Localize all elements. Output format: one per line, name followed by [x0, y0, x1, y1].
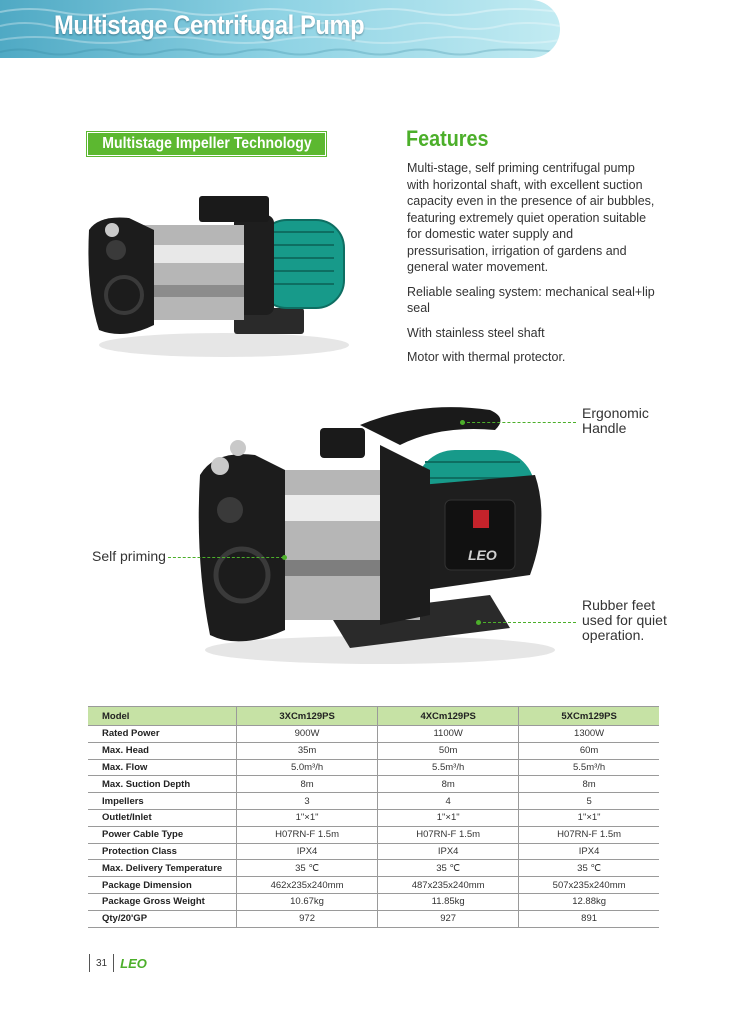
table-row: [88, 793, 659, 810]
table-cell: 1100W: [378, 726, 519, 743]
header-banner: [0, 0, 560, 58]
features-heading: Features: [406, 126, 489, 151]
feature-description: Multi-stage, self priming centrifugal pump with horizontal shaft, with excellent suction capacity even in the presence of air bubbles, featuring extremely quiet operation suitable for domestic water supply and pressurisation, irrigation of gardens and general water movement.: [407, 161, 655, 274]
callout-line-handle: [462, 422, 576, 423]
feature-thermal: Motor with thermal protector.: [407, 350, 566, 364]
pump-brand-logo: LEO: [468, 547, 497, 563]
table-cell: 10.67kg: [237, 893, 378, 910]
row-label: Package Dimension: [88, 877, 237, 894]
table-row: [88, 776, 659, 793]
table-cell: 12.88kg: [519, 893, 659, 910]
leo-logo: LEO: [120, 955, 147, 971]
table-cell: 507x235x240mm: [519, 877, 659, 894]
table-cell: 8m: [237, 776, 378, 793]
table-cell: 35 ℃: [519, 860, 659, 877]
table-row: [88, 742, 659, 759]
row-label: Max. Flow: [88, 759, 237, 776]
page-title: Multistage Centrifugal Pump: [54, 10, 365, 40]
row-label: Rated Power: [88, 726, 237, 743]
table-cell: H07RN-F 1.5m: [237, 826, 378, 843]
table-cell: 5.5m³/h: [378, 759, 519, 776]
table-cell: 35 ℃: [237, 860, 378, 877]
table-cell: 35 ℃: [378, 860, 519, 877]
footer-divider: [113, 954, 114, 972]
table-row: [88, 726, 659, 743]
callout-handle: Ergonomic Handle: [582, 405, 649, 436]
table-row: [88, 759, 659, 776]
table-cell: 8m: [378, 776, 519, 793]
table-cell: 5.0m³/h: [237, 759, 378, 776]
column-header-model: Model: [88, 707, 237, 726]
table-cell: 1300W: [519, 726, 659, 743]
row-label: Max. Head: [88, 742, 237, 759]
table-cell: 1"×1": [378, 809, 519, 826]
callout-line-feet: [478, 622, 576, 623]
table-cell: H07RN-F 1.5m: [519, 826, 659, 843]
specifications-table: [88, 706, 659, 928]
feature-shaft: With stainless steel shaft: [407, 325, 545, 340]
table-cell: H07RN-F 1.5m: [378, 826, 519, 843]
table-cell: 50m: [378, 742, 519, 759]
row-label: Outlet/Inlet: [88, 809, 237, 826]
features-list: [407, 160, 657, 374]
row-label: Impellers: [88, 793, 237, 810]
column-header: 5XCm129PS: [519, 707, 659, 726]
table-header-row: [88, 707, 659, 726]
feature-sealing: Reliable sealing system: mechanical seal+lip seal: [407, 284, 655, 315]
table-cell: 5: [519, 793, 659, 810]
table-cell: 462x235x240mm: [237, 877, 378, 894]
table-row: [88, 826, 659, 843]
page-footer: [89, 954, 147, 972]
table-cell: 5.5m³/h: [519, 759, 659, 776]
table-cell: 891: [519, 910, 659, 927]
table-cell: 3: [237, 793, 378, 810]
table-cell: 927: [378, 910, 519, 927]
row-label: Max. Suction Depth: [88, 776, 237, 793]
table-row: [88, 843, 659, 860]
table-cell: 60m: [519, 742, 659, 759]
column-header: 3XCm129PS: [237, 707, 378, 726]
technology-label: Multistage Impeller Technology: [87, 132, 326, 156]
table-row: [88, 893, 659, 910]
table-cell: 8m: [519, 776, 659, 793]
table-cell: 11.85kg: [378, 893, 519, 910]
table-row: [88, 877, 659, 894]
table-cell: 35m: [237, 742, 378, 759]
row-label: Power Cable Type: [88, 826, 237, 843]
table-row: [88, 860, 659, 877]
table-cell: IPX4: [237, 843, 378, 860]
callout-self-priming: Self priming: [92, 548, 166, 564]
table-cell: IPX4: [519, 843, 659, 860]
callout-line-priming: [168, 557, 284, 558]
row-label: Protection Class: [88, 843, 237, 860]
table-cell: 972: [237, 910, 378, 927]
table-body: [88, 726, 659, 928]
callout-dot-feet: [476, 620, 481, 625]
callout-dot-priming: [282, 555, 287, 560]
row-label: Qty/20'GP: [88, 910, 237, 927]
callout-dot-handle: [460, 420, 465, 425]
table-cell: 4: [378, 793, 519, 810]
callout-rubber-feet: Rubber feet used for quiet operation.: [582, 597, 667, 643]
pump-image-large: [190, 400, 570, 668]
table-cell: 487x235x240mm: [378, 877, 519, 894]
column-header: 4XCm129PS: [378, 707, 519, 726]
table-row: [88, 910, 659, 927]
pump-image-small: [84, 190, 354, 360]
table-cell: 1"×1": [237, 809, 378, 826]
page-number: 31: [96, 957, 108, 969]
table-cell: IPX4: [378, 843, 519, 860]
table-cell: 1"×1": [519, 809, 659, 826]
row-label: Package Gross Weight: [88, 893, 237, 910]
table-cell: 900W: [237, 726, 378, 743]
footer-divider: [89, 954, 90, 972]
row-label: Max. Delivery Temperature: [88, 860, 237, 877]
table-row: [88, 809, 659, 826]
